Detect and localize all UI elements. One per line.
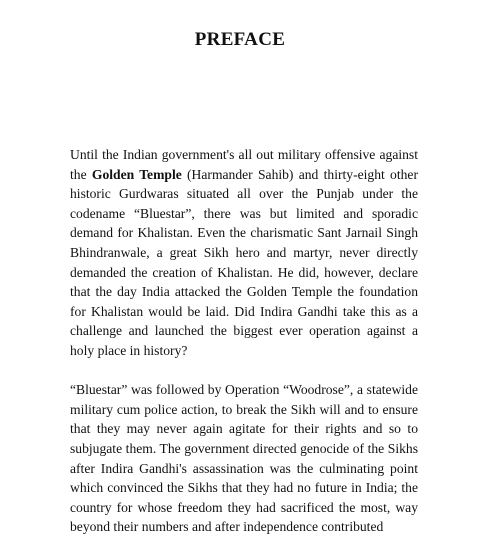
paragraph-1-text-start: Until the Indian government's all out military offensive against the xyxy=(70,147,418,182)
page-title: PREFACE xyxy=(194,29,286,50)
paragraph-1 xyxy=(70,145,418,361)
paragraph-2: “Bluestar” was followed by Operation “Woodrose”, a statewide military cum police action, to break the Sikh will and to ensure that they may never again agitate for their rights and so to subjugate them. The government directed genocide of the Sikhs after Indira Gandhi's assassination was the culminating point which convinced the Sikhs that they had no future in India; the country for whose freedom they had sacrificed the most, way beyond their numbers and after independence contributed xyxy=(70,382,418,535)
paragraph-1-bold-text: Golden Temple xyxy=(91,166,182,182)
paragraph-1-text-end: (Harmander Sahib) and thirty-eight other historic Gurdwaras situated all over the Punjab under the codename “Bluestar”, there was but limited and sporadic demand for Khalistan. Even the charismatic Sant Jarnail Singh Bhindranwale, a great Sikh hero and martyr, never directly demanded the creation of Khalistan. He did, however, declare that the day India attacked the Golden Temple the foundation for Khalistan would be laid. Did Indira Gandhi take this as a challenge and launched the biggest ever operation against a holy place in history? xyxy=(70,166,418,358)
preface-body xyxy=(70,145,418,537)
